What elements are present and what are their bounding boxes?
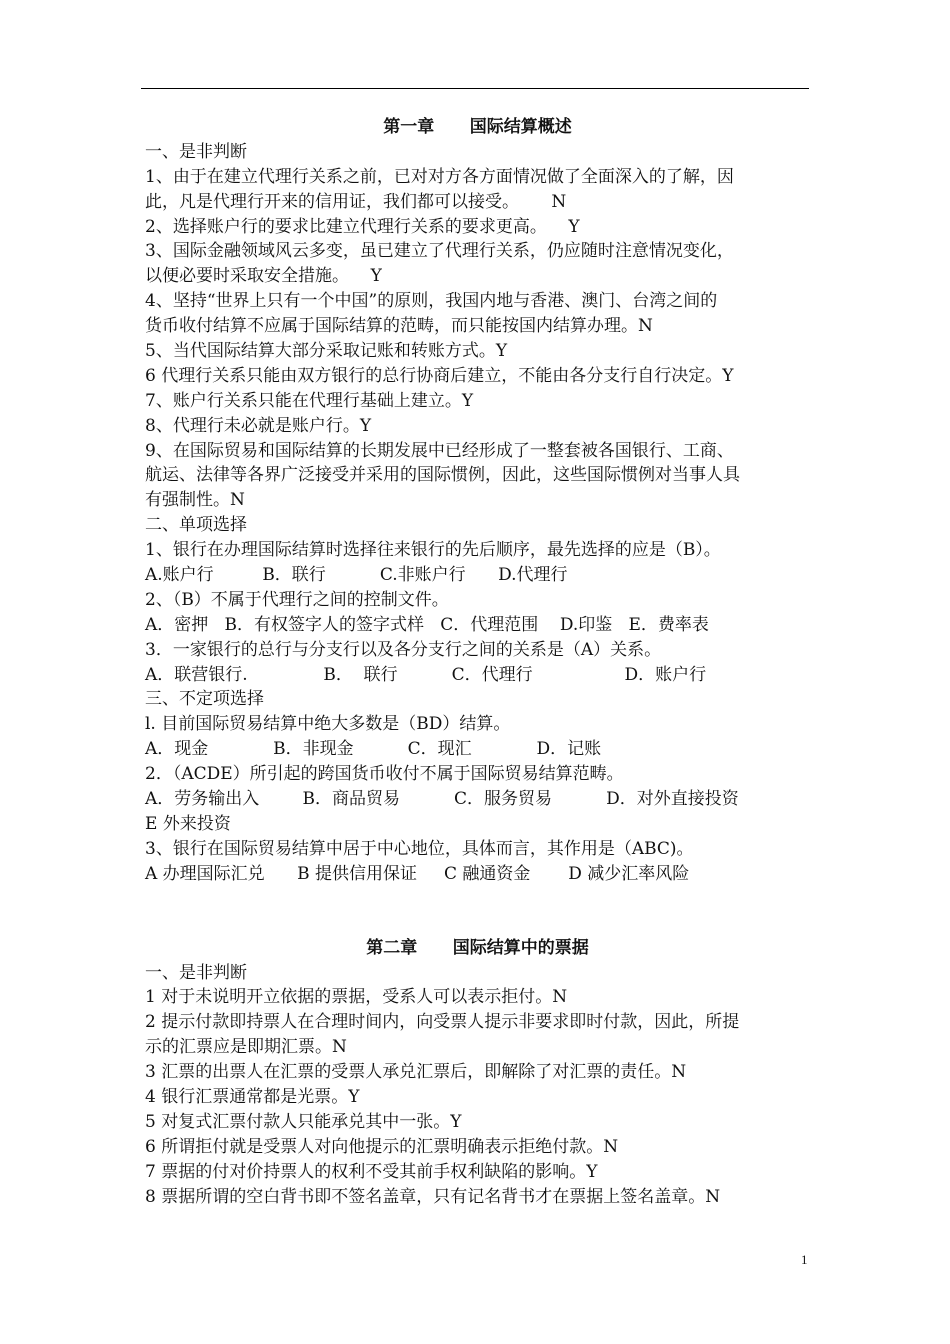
text-line: 6 所谓拒付就是受票人对向他提示的汇票明确表示拒绝付款。N <box>145 1136 619 1157</box>
text-line: 5、当代国际结算大部分采取记账和转账方式。Y <box>145 341 508 362</box>
text-line: A．联营银行. B． 联行 C．代理行 D．账户行 <box>145 664 707 685</box>
text-line: 5 对复式汇票付款人只能承兑其中一张。Y <box>145 1111 462 1132</box>
text-line: 2、选择账户行的要求比建立代理行关系的要求更高。 Y <box>145 216 580 237</box>
text-line: 4 银行汇票通常都是光票。Y <box>145 1086 360 1107</box>
text-line: 8、代理行未必就是账户行。Y <box>145 415 372 436</box>
text-line: 3、银行在国际贸易结算中居于中心地位，具体而言，其作用是（ABC)。 <box>145 838 694 859</box>
text-line: 航运、法律等各界广泛接受并采用的国际惯例，因此，这些国际惯例对当事人具 <box>145 465 740 486</box>
chapter1-title: 第一章 国际结算概述 <box>383 117 572 137</box>
text-line: 7 票据的付对价持票人的权利不受其前手权利缺陷的影响。Y <box>145 1161 598 1182</box>
text-line: 3 汇票的出票人在汇票的受票人承兑汇票后，即解除了对汇票的责任。N <box>145 1062 687 1083</box>
text-line: 9、在国际贸易和国际结算的长期发展中已经形成了一整套被各国银行、工商、 <box>145 440 734 461</box>
text-line: 货币收付结算不应属于国际结算的范畴，而只能按国内结算办理。N <box>145 316 653 337</box>
text-line: l. 目前国际贸易结算中绝大多数是（BD）结算。 <box>145 714 511 735</box>
text-line: 一、是非判断 <box>145 962 247 983</box>
chapter2-lines <box>145 961 810 1210</box>
text-line: 一、是非判断 <box>145 141 247 162</box>
text-line: 二、单项选择 <box>145 515 247 536</box>
text-line: 3．一家银行的总行与分支行以及各分支行之间的关系是（A）关系。 <box>145 639 662 660</box>
text-line: 8 票据所谓的空白背书即不签名盖章，只有记名背书才在票据上签名盖章。N <box>145 1186 721 1207</box>
document-body <box>145 115 810 1209</box>
chapter2-title: 第二章 国际结算中的票据 <box>366 937 589 958</box>
text-line: 以便必要时采取安全措施。 Y <box>145 266 382 287</box>
text-line: E 外来投资 <box>145 813 231 834</box>
text-line: 1 对于未说明开立依据的票据，受系人可以表示拒付。N <box>145 987 568 1008</box>
chapter-gap <box>145 887 810 936</box>
chapter1-lines <box>145 140 810 887</box>
text-line: 4、坚持“世界上只有一个中国”的原则，我国内地与香港、澳门、台湾之间的 <box>145 291 718 312</box>
text-line: 此，凡是代理行开来的信用证，我们都可以接受。 N <box>145 191 567 212</box>
text-line: 示的汇票应是即期汇票。N <box>145 1037 347 1058</box>
text-line: 7、账户行关系只能在代理行基础上建立。Y <box>145 390 474 411</box>
text-line: 2 提示付款即持票人在合理时间内，向受票人提示非要求即时付款，因此，所提 <box>145 1012 740 1033</box>
text-line: 1、银行在办理国际结算时选择往来银行的先后顺序，最先选择的应是（B）。 <box>145 540 721 561</box>
text-line: 有强制性。N <box>145 490 245 511</box>
header-rule <box>141 88 809 89</box>
text-line: 1、由于在建立代理行关系之前，已对对方各方面情况做了全面深入的了解，因 <box>145 166 734 187</box>
text-line: 6 代理行关系只能由双方银行的总行协商后建立，不能由各分支行自行决定。Y <box>145 365 734 386</box>
text-line: A．现金 B．非现金 C．现汇 D．记账 <box>145 739 602 760</box>
text-line: A.账户行 B．联行 C.非账户行 D.代理行 <box>145 565 568 586</box>
text-line: A．劳务输出入 B．商品贸易 C．服务贸易 D．对外直接投资 <box>145 789 739 810</box>
page-number: 1 <box>801 1252 808 1267</box>
text-line: 2．（ACDE）所引起的跨国货币收付不属于国际贸易结算范畴。 <box>145 764 624 785</box>
text-line: 2、（B）不属于代理行之间的控制文件。 <box>145 589 449 610</box>
text-line: 3、国际金融领域风云多变，虽已建立了代理行关系，仍应随时注意情况变化， <box>145 241 734 262</box>
text-line: 三、不定项选择 <box>145 689 264 710</box>
text-line: A．密押 B．有权签字人的签字式样 C．代理范围 D.印鉴 E．费率表 <box>145 614 709 635</box>
text-line: A 办理国际汇兑 B 提供信用保证 C 融通资金 D 减少汇率风险 <box>145 863 690 884</box>
